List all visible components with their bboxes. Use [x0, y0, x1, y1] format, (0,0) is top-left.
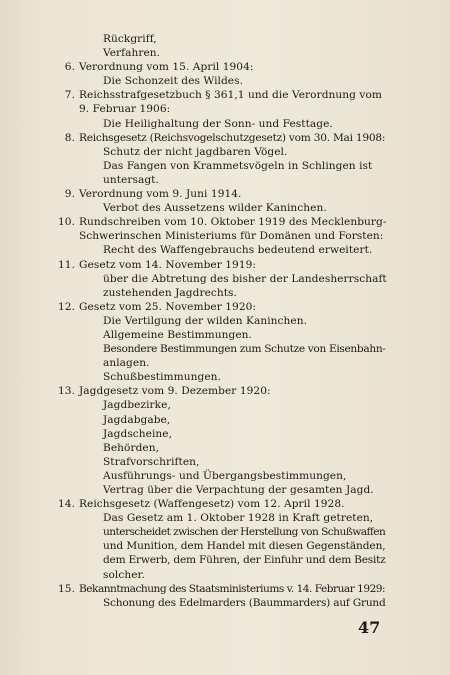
- text-line: [0, 145, 450, 159]
- text-line: [0, 215, 450, 229]
- text-line: [0, 596, 450, 610]
- text-line: [0, 342, 450, 356]
- text-line: [0, 384, 450, 398]
- line-text: untersagt.: [103, 173, 159, 186]
- line-text: Ausführungs- und Übergangsbestimmungen,: [103, 469, 347, 482]
- text-line: [0, 356, 450, 370]
- line-text: zustehenden Jagdrechts.: [103, 286, 237, 299]
- text-line: [0, 568, 450, 582]
- text-line: [0, 539, 450, 553]
- text-line: [0, 427, 450, 441]
- line-text: Die Schonzeit des Wildes.: [103, 75, 244, 88]
- text-line: [0, 131, 450, 145]
- line-text: Besondere Bestimmungen zum Schutze von Eisenbahn-: [103, 343, 386, 356]
- text-line: [0, 272, 450, 286]
- text-line: [0, 413, 450, 427]
- page-content: [0, 32, 450, 610]
- text-line: [0, 300, 450, 314]
- line-text: Vertrag über die Verpachtung der gesamten Jagd.: [103, 484, 374, 496]
- page-number: 47: [358, 618, 381, 637]
- text-line: [0, 74, 450, 88]
- text-line: [0, 117, 450, 131]
- line-text: Reichsgesetz (Waffengesetz) vom 12. April 1928.: [79, 498, 345, 511]
- item-number: 12.: [58, 300, 75, 313]
- text-line: [0, 469, 450, 483]
- line-text: Gesetz vom 25. November 1920:: [79, 300, 257, 313]
- line-text: Jagdbezirke,: [103, 399, 171, 412]
- text-line: [0, 243, 450, 257]
- line-text: Recht des Waffengebrauchs bedeutend erweitert.: [103, 244, 373, 257]
- line-text: Strafvorschriften,: [103, 455, 200, 468]
- item-number: 11.: [58, 258, 75, 271]
- item-number: 7.: [64, 89, 75, 102]
- line-text: solcher.: [103, 568, 145, 581]
- text-line: [0, 553, 450, 567]
- line-text: Reichsstrafgesetzbuch § 361,1 und die Verordnung vom: [79, 89, 382, 102]
- item-number: 10.: [58, 216, 75, 229]
- line-text: anlagen.: [103, 357, 150, 370]
- text-line: [0, 441, 450, 455]
- line-text: Die Heilighaltung der Sonn- und Festtage.: [103, 117, 333, 130]
- text-line: [0, 159, 450, 173]
- line-text: Gesetz vom 14. November 1919:: [79, 258, 257, 271]
- line-text: Bekanntmachung des Staatsministeriums v. 14. Februar 1929:: [79, 582, 386, 595]
- text-line: [0, 102, 450, 116]
- text-line: [0, 525, 450, 539]
- text-line: [0, 286, 450, 300]
- text-line: [0, 370, 450, 384]
- text-line: [0, 398, 450, 412]
- item-number: 14.: [58, 498, 75, 511]
- text-line: [0, 483, 450, 497]
- text-line: [0, 328, 450, 342]
- line-text: Schutz der nicht jagdbaren Vögel.: [103, 145, 288, 158]
- text-line: [0, 497, 450, 511]
- line-text: dem Erwerb, dem Führen, der Einfuhr und dem Besitz: [103, 554, 386, 567]
- text-line: [0, 455, 450, 469]
- text-line: [0, 582, 450, 596]
- line-text: Schonung des Edelmarders (Baummarders) auf Grund: [103, 596, 386, 609]
- line-text: Die Vertilgung der wilden Kaninchen.: [103, 314, 307, 327]
- item-number: 15.: [58, 582, 75, 595]
- item-number: 8.: [64, 131, 75, 144]
- line-text: Das Gesetz am 1. Oktober 1928 in Kraft getreten,: [103, 512, 374, 525]
- text-line: [0, 187, 450, 201]
- line-text: Behörden,: [103, 441, 160, 454]
- item-number: 6.: [64, 61, 75, 74]
- line-text: Verordnung vom 9. Juni 1914.: [79, 188, 242, 201]
- line-text: Das Fangen von Krammetsvögeln in Schlingen ist: [103, 159, 373, 172]
- text-line: [0, 201, 450, 215]
- line-text: Reichsgesetz (Reichsvogelschutzgesetz) vom 30. Mai 1908:: [79, 131, 386, 144]
- line-text: Schußbestimmungen.: [103, 371, 221, 384]
- line-text: Jagdabgabe,: [103, 413, 171, 426]
- line-text: Rückgriff,: [103, 33, 157, 45]
- line-text: Schwerinschen Ministeriums für Domänen und Forsten:: [79, 230, 384, 243]
- line-text: Jagdgesetz vom 9. Dezember 1920:: [79, 385, 271, 398]
- line-text: Rundschreiben vom 10. Oktober 1919 des Mecklenburg-: [79, 216, 387, 229]
- line-text: Verfahren.: [103, 47, 161, 60]
- line-text: und Munition, dem Handel mit diesen Gegenständen,: [103, 540, 386, 553]
- text-line: [0, 258, 450, 272]
- text-line: [0, 173, 450, 187]
- line-text: Verordnung vom 15. April 1904:: [79, 61, 254, 74]
- text-line: [0, 46, 450, 60]
- item-number: 13.: [58, 385, 75, 398]
- line-text: 9. Februar 1906:: [79, 103, 171, 116]
- text-line: [0, 229, 450, 243]
- item-number: 9.: [64, 188, 75, 201]
- text-line: [0, 32, 450, 46]
- line-text: Verbot des Aussetzens wilder Kaninchen.: [103, 202, 327, 215]
- text-line: [0, 511, 450, 525]
- text-line: [0, 60, 450, 74]
- text-line: [0, 88, 450, 102]
- line-text: Jagdscheine,: [103, 427, 173, 440]
- line-text: Allgemeine Bestimmungen.: [103, 328, 252, 341]
- text-line: [0, 314, 450, 328]
- line-text: unterscheidet zwischen der Herstellung von Schußwaffen: [103, 526, 386, 539]
- line-text: über die Abtretung des bisher der Landesherrschaft: [103, 272, 387, 285]
